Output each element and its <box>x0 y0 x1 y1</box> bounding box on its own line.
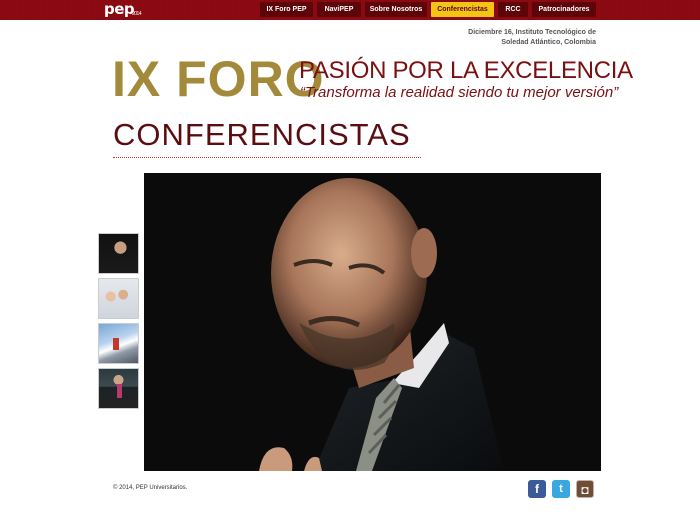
speaker-thumbnail-4[interactable] <box>98 368 139 409</box>
event-date-line1: Diciembre 16, Instituto Tecnológico de <box>468 29 596 36</box>
logo-year: 2014 <box>132 11 142 17</box>
event-date <box>416 28 596 48</box>
title-divider <box>113 157 421 158</box>
nav-navipep[interactable]: NaviPEP <box>317 2 361 17</box>
event-title: IX FORO <box>112 51 325 107</box>
facebook-icon[interactable]: f <box>528 480 546 498</box>
nav-patrocinadores[interactable]: Patrocinadores <box>532 2 596 17</box>
event-subtagline: “Transforma la realidad siendo tu mejor versión” <box>300 84 619 101</box>
speaker-thumbnail-1[interactable] <box>98 233 139 274</box>
speaker-photo <box>144 173 601 471</box>
nav-ix-foro[interactable]: IX Foro PEP <box>260 2 313 17</box>
page-title: CONFERENCISTAS <box>113 117 411 152</box>
speaker-thumbnail-2[interactable] <box>98 278 139 319</box>
event-date-line2: Soledad Atlántico, Colombia <box>501 39 596 46</box>
nav-sobre-nosotros[interactable]: Sobre Nosotros <box>365 2 427 17</box>
pep-logo[interactable] <box>104 0 142 20</box>
logo-text: pep <box>104 0 135 18</box>
twitter-icon[interactable]: t <box>552 480 570 498</box>
instagram-icon[interactable]: ◘ <box>576 480 594 498</box>
speaker-thumbnail-3[interactable] <box>98 323 139 364</box>
footer-copyright: © 2014, PEP Universitarios. <box>113 485 188 491</box>
nav-rcc[interactable]: RCC <box>498 2 528 17</box>
event-tagline: PASIÓN POR LA EXCELENCIA <box>299 57 633 84</box>
nav-conferencistas[interactable]: Conferencistas <box>431 2 494 17</box>
